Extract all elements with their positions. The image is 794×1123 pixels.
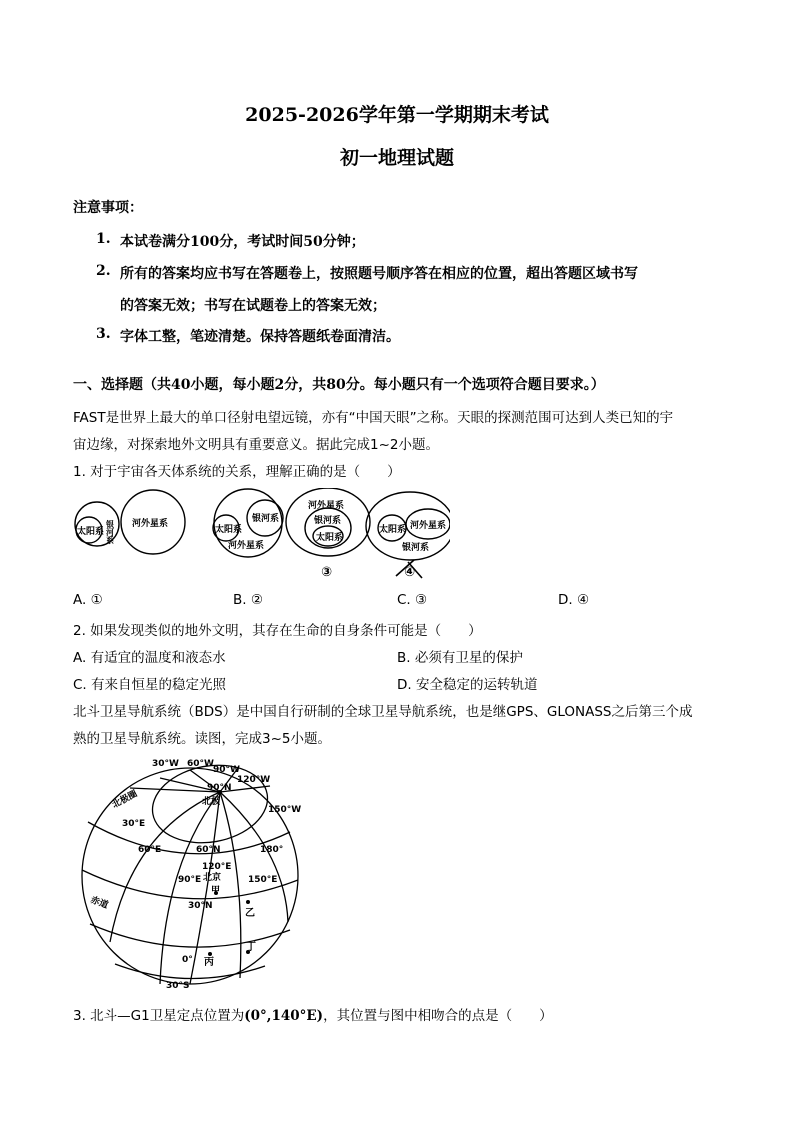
lat-30s bbox=[115, 964, 265, 979]
label-60w: 60°W bbox=[187, 759, 214, 769]
q1-option-a: A. ① bbox=[73, 592, 103, 608]
intro1-line1: FAST是世界上最大的单口径射电望远镜，亦有“中国天眼”之称。天眼的探测范围可达到人类已知的宇 bbox=[73, 410, 674, 426]
q3-stem-post: ，其位置与图中相吻合的点是（ ） bbox=[323, 1008, 553, 1024]
d1-sun-label: 太阳系 bbox=[77, 527, 105, 537]
d4-number: ④ bbox=[404, 565, 416, 580]
equator-line bbox=[90, 924, 290, 947]
exam-title: 2025-2026学年第一学期期末考试 bbox=[245, 104, 549, 126]
d1-extra-label: 河外星系 bbox=[132, 519, 169, 529]
exam-subtitle: 初一地理试题 bbox=[339, 147, 454, 169]
label-equator: 赤道 bbox=[88, 895, 110, 911]
intro2-line2: 熟的卫星导航系统。读图，完成3~5小题。 bbox=[73, 731, 331, 747]
d2-sun-label: 太阳系 bbox=[215, 525, 243, 535]
label-yi: 乙 bbox=[245, 908, 255, 919]
label-30w: 30°W bbox=[152, 759, 179, 769]
d4-milky-label: 银河系 bbox=[402, 543, 430, 553]
label-90w: 90°W bbox=[213, 765, 240, 775]
q1-option-d: D. ④ bbox=[558, 592, 590, 608]
notice-item-1: 本试卷满分100分，考试时间50分钟； bbox=[120, 234, 365, 250]
label-90e: 90°E bbox=[178, 875, 202, 885]
intro1-line2: 宙边缘，对探索地外文明具有重要意义。据此完成1~2小题。 bbox=[73, 437, 439, 453]
q2-option-b: B. 必须有卫星的保护 bbox=[397, 650, 523, 666]
q2-option-a: A. 有适宜的温度和液态水 bbox=[73, 650, 226, 666]
q3-stem-coord: (0°,140°E) bbox=[244, 1008, 324, 1024]
q2-option-d: D. 安全稳定的运转轨道 bbox=[397, 677, 538, 693]
notice-item-3: 字体工整，笔迹清楚。保持答题纸卷面清洁。 bbox=[120, 329, 400, 345]
notice-heading: 注意事项： bbox=[73, 200, 143, 216]
notice-item-2: 所有的答案均应书写在答题卷上，按照题号顺序答在相应的位置，超出答题区域书写 bbox=[120, 266, 638, 282]
label-jia: 甲 bbox=[211, 886, 221, 896]
label-60e: 60°E bbox=[138, 845, 162, 855]
section-heading: 一、选择题（共40小题，每小题2分，共80分。每小题只有一个选项符合题目要求。） bbox=[73, 377, 605, 393]
q2-stem: 2. 如果发现类似的地外文明，其存在生命的自身条件可能是（ ） bbox=[73, 623, 482, 639]
notice-item-1-num: 1. bbox=[96, 231, 111, 247]
label-150w: 150°W bbox=[268, 805, 302, 815]
label-180: 180° bbox=[260, 845, 284, 855]
q1-option-b: B. ② bbox=[233, 592, 263, 608]
label-beijing: 北京 bbox=[203, 873, 222, 883]
notice-item-2-num: 2. bbox=[96, 263, 111, 279]
label-arctic: 北极 bbox=[202, 797, 221, 807]
label-120w: 120°W bbox=[237, 775, 271, 785]
d3-number: ③ bbox=[321, 565, 333, 580]
notice-item-3-num: 3. bbox=[96, 326, 111, 342]
q1-option-c: C. ③ bbox=[397, 592, 428, 608]
label-30n: 30°N bbox=[188, 901, 213, 911]
q2-option-c: C. 有来自恒星的稳定光照 bbox=[73, 677, 227, 693]
meridian-d bbox=[220, 792, 241, 978]
d2-extra-label: 河外星系 bbox=[228, 541, 265, 551]
label-ding: 丁 bbox=[246, 942, 256, 953]
d2-milky-label: 银河系 bbox=[252, 514, 280, 524]
notice-item-2-cont: 的答案无效；书写在试题卷上的答案无效； bbox=[120, 298, 386, 314]
d3-sun-label: 太阳系 bbox=[316, 533, 344, 543]
q1-stem: 1. 对于宇宙各天体系统的关系，理解正确的是（ ） bbox=[73, 464, 401, 480]
d3-extra-label: 河外星系 bbox=[308, 501, 345, 511]
label-bing: 丙 bbox=[204, 957, 214, 968]
label-120e: 120°E bbox=[202, 862, 232, 872]
q1-system-diagrams bbox=[70, 488, 450, 586]
label-arctic-circle: 北极圈 bbox=[110, 789, 140, 811]
label-60n: 60°N bbox=[196, 845, 221, 855]
q3-stem-pre: 3. 北斗—G1卫星定点位置为 bbox=[73, 1008, 245, 1024]
d4-extra-label: 河外星系 bbox=[410, 521, 447, 531]
d3-milky-label: 银河系 bbox=[314, 516, 342, 526]
globe-figure bbox=[70, 752, 310, 992]
label-30s: 30°S bbox=[166, 981, 190, 991]
label-150e: 150°E bbox=[248, 875, 278, 885]
d1-milky-label: 银河系 bbox=[105, 520, 115, 544]
label-30e: 30°E bbox=[122, 819, 146, 829]
label-0: 0° bbox=[182, 955, 193, 965]
q3-stem bbox=[73, 1004, 553, 1024]
label-90n: 90°N bbox=[207, 783, 232, 793]
intro2-line1: 北斗卫星导航系统（BDS）是中国自行研制的全球卫星导航系统，也是继GPS、GLONASS之后第三个成 bbox=[73, 704, 693, 720]
d4-sun-label: 太阳系 bbox=[379, 525, 407, 535]
